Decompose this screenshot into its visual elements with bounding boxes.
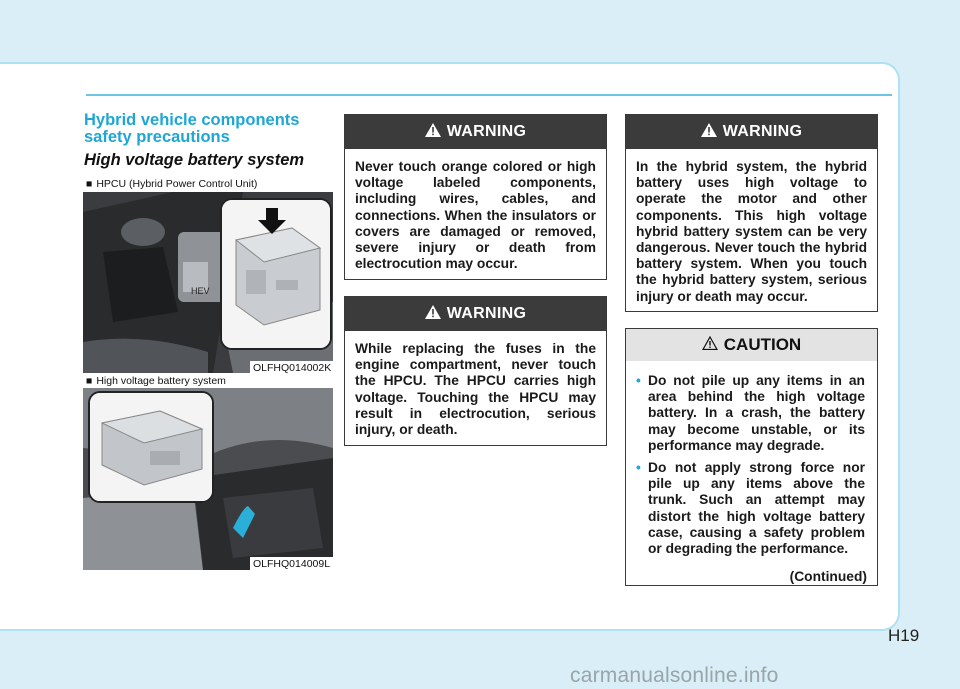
figure-caption-hpcu: ■ HPCU (Hybrid Power Control Unit) bbox=[86, 178, 258, 190]
warning-box-1 bbox=[344, 114, 607, 280]
warning-text-3: In the hybrid system, the hybrid battery uses high voltage to operate the motor and other components. This high voltage hybrid battery system can be very dangerous. Never touch the hybrid battery system. When you touch the hybrid battery system, serious injury or death may occur. bbox=[636, 159, 867, 304]
page-number: H19 bbox=[888, 626, 920, 645]
battery-inset bbox=[88, 391, 214, 503]
warning-box-3 bbox=[625, 114, 878, 312]
warning-header: WARNING bbox=[626, 115, 877, 149]
caution-box bbox=[625, 328, 878, 586]
header-rule bbox=[86, 94, 892, 96]
warning-text-2: While replacing the fuses in the engine compartment, never touch the HPCU. The HPCU carries high voltage. Touching the HPCU may result in electrocution, serious injury, or death. bbox=[355, 341, 596, 438]
warning-header: WARNING bbox=[345, 115, 606, 149]
caution-triangle-icon bbox=[702, 335, 718, 355]
continued-label: (Continued) bbox=[789, 569, 867, 585]
hev-badge: HEV bbox=[191, 286, 210, 296]
section-subtitle: High voltage battery system bbox=[84, 151, 305, 169]
warning-box-2 bbox=[344, 296, 607, 446]
warning-triangle-icon bbox=[425, 123, 441, 142]
caution-header: CAUTION bbox=[626, 329, 877, 361]
warning-triangle-icon bbox=[425, 305, 441, 324]
figure-code-hpcu: OLFHQ014002K bbox=[250, 361, 334, 375]
warning-text-1: Never touch orange colored or high voltage labeled components, including wires, cables, and connections. When the insulators or covers are damaged or removed, severe injury or death from electrocution may occur. bbox=[355, 159, 596, 272]
figure-caption-battery: ■ High voltage battery system bbox=[86, 375, 226, 387]
hpcu-inset bbox=[220, 198, 332, 350]
warning-triangle-icon bbox=[701, 123, 717, 142]
caution-list bbox=[626, 361, 877, 569]
warning-header: WARNING bbox=[345, 297, 606, 331]
caution-item: • Do not apply strong force nor pile up any items above the trunk. Such an attempt may distort the high voltage battery case, causing a safety problem or degrading the performance. bbox=[636, 460, 865, 557]
watermark: carmanualsonline.info bbox=[570, 664, 779, 687]
caution-item: • Do not pile up any items in an area behind the high voltage battery. In a crash, the battery may become unstable, or its performance may degrade. bbox=[636, 373, 865, 453]
figure-code-battery: OLFHQ014009L bbox=[250, 557, 333, 571]
section-title: Hybrid vehicle components safety precautions bbox=[84, 111, 300, 146]
